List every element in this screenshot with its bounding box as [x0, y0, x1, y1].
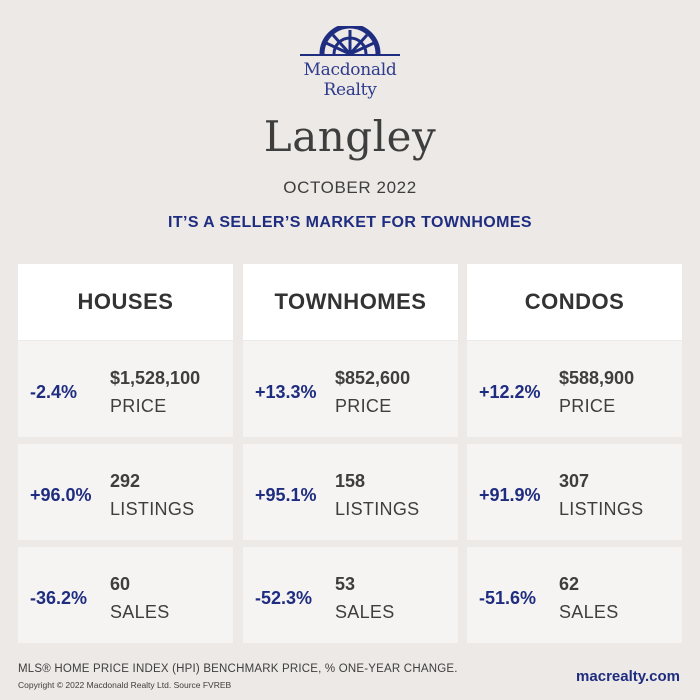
stat-cell-sales — [467, 547, 682, 643]
page-title: Langley — [263, 112, 437, 161]
brand-name-line1: Macdonald — [303, 60, 397, 80]
brand-name — [0, 60, 700, 100]
stat-metric: PRICE — [110, 396, 167, 416]
column-header: CONDOS — [467, 264, 682, 340]
stat-change: -51.6% — [479, 588, 537, 608]
stat-metric: LISTINGS — [335, 499, 420, 519]
column-houses — [18, 264, 233, 643]
stat-value: 60 — [110, 574, 131, 594]
stat-change: +96.0% — [30, 485, 92, 505]
stat-value: 307 — [559, 471, 590, 491]
stat-cell-price — [243, 341, 458, 437]
column-header: TOWNHOMES — [243, 264, 458, 340]
stat-value: 158 — [335, 471, 366, 491]
stat-metric: SALES — [335, 602, 395, 622]
stat-cell-listings — [467, 444, 682, 540]
stat-value: $1,528,100 — [110, 368, 201, 388]
stat-change: -52.3% — [255, 588, 313, 608]
stat-cell-listings — [243, 444, 458, 540]
brand-name-line2: Realty — [323, 80, 377, 100]
stat-metric: PRICE — [559, 396, 616, 416]
stat-value: $588,900 — [559, 368, 635, 388]
stat-change: -2.4% — [30, 382, 78, 402]
brand-logo — [0, 26, 700, 100]
headline: IT’S A SELLER’S MARKET FOR TOWNHOMES — [167, 214, 533, 231]
stat-metric: LISTINGS — [110, 499, 195, 519]
stat-metric: PRICE — [335, 396, 392, 416]
stat-value: 53 — [335, 574, 356, 594]
website-link[interactable]: macrealty.com — [576, 668, 680, 685]
stat-change: +13.3% — [255, 382, 317, 402]
column-condos — [467, 264, 682, 643]
macdonald-realty-logo-icon — [300, 26, 400, 58]
footnote: MLS® HOME PRICE INDEX (HPI) BENCHMARK PRICE, % ONE-YEAR CHANGE. — [18, 663, 458, 675]
stat-cell-sales — [18, 547, 233, 643]
stat-cell-price — [467, 341, 682, 437]
stat-metric: SALES — [559, 602, 619, 622]
stat-change: -36.2% — [30, 588, 88, 608]
column-townhomes — [243, 264, 458, 643]
stat-cell-listings — [18, 444, 233, 540]
stat-change: +95.1% — [255, 485, 317, 505]
stat-value: 292 — [110, 471, 141, 491]
copyright: Copyright © 2022 Macdonald Realty Ltd. Source FVREB — [18, 680, 232, 690]
report-period: OCTOBER 2022 — [283, 178, 417, 197]
stat-value: $852,600 — [335, 368, 411, 388]
stat-value: 62 — [559, 574, 580, 594]
stat-cell-sales — [243, 547, 458, 643]
stat-cell-price — [18, 341, 233, 437]
stat-metric: SALES — [110, 602, 170, 622]
column-header: HOUSES — [18, 264, 233, 340]
stat-change: +91.9% — [479, 485, 541, 505]
stat-metric: LISTINGS — [559, 499, 644, 519]
stat-change: +12.2% — [479, 382, 541, 402]
